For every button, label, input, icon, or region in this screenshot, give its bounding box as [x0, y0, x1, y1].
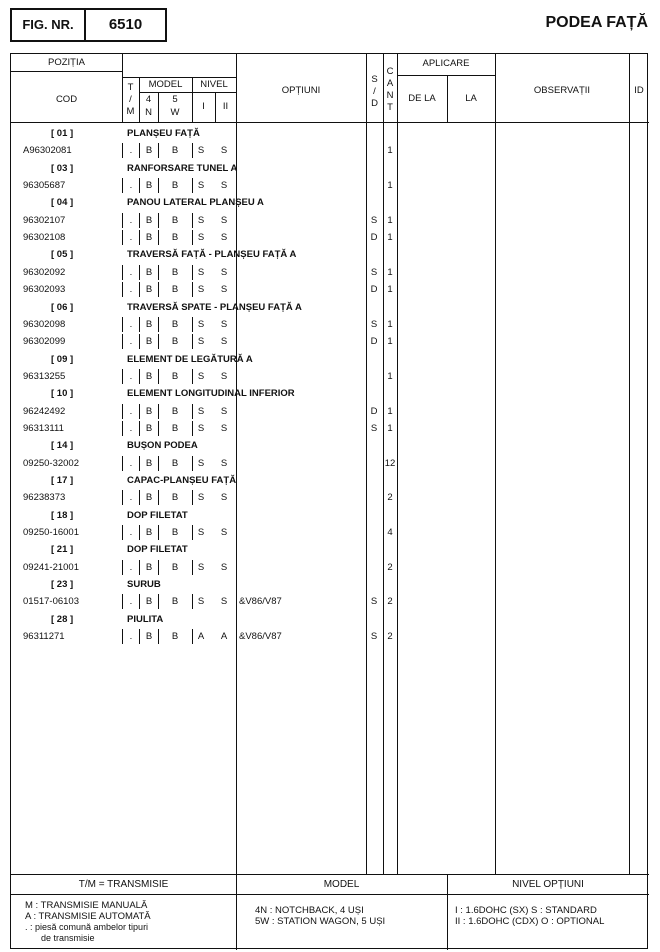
- tm-value: .: [129, 561, 133, 573]
- part-code: 96302098: [23, 318, 66, 330]
- group-row: [11, 472, 649, 489]
- header-cant-a: A: [386, 78, 394, 89]
- nivel-1-value: S: [197, 180, 205, 192]
- part-code: 01517-06103: [23, 596, 79, 608]
- footer-model-line-1: 4N : NOTCHBACK, 4 UȘI: [255, 905, 364, 916]
- table-row: [11, 489, 649, 506]
- cell-divider: [139, 490, 140, 505]
- cell-divider: [158, 334, 159, 349]
- position-number: [ 04 ]: [51, 197, 74, 209]
- header-sd-slash: /: [373, 86, 376, 97]
- footer-model-title: MODEL: [323, 879, 360, 890]
- cell-divider: [139, 525, 140, 540]
- cell-divider: [122, 230, 123, 245]
- nivel-2-value: S: [220, 318, 228, 330]
- cant-value: 2: [387, 596, 393, 608]
- nivel-1-value: S: [197, 492, 205, 504]
- sd-value: D: [370, 284, 378, 296]
- part-code: 96238373: [23, 492, 66, 504]
- tm-value: .: [129, 336, 133, 348]
- model-5w-value: B: [171, 214, 179, 226]
- header-pozitia: POZIȚIA: [48, 57, 85, 68]
- nivel-1-value: A: [197, 631, 205, 643]
- cell-divider: [158, 421, 159, 436]
- part-code: 96302107: [23, 214, 66, 226]
- figure-number: 6510: [108, 16, 143, 33]
- model-4n-value: B: [145, 145, 153, 157]
- nivel-1-value: S: [197, 596, 205, 608]
- header-tm-slash: /: [129, 94, 132, 105]
- cell-divider: [139, 456, 140, 471]
- part-group-title: PIULITA: [127, 613, 164, 625]
- footer-tm-line-2: A : TRANSMISIE AUTOMATĂ: [25, 911, 151, 922]
- footer-nivel-line-1: I : 1.6DOHC (SX) S : STANDARD: [455, 905, 597, 916]
- tm-value: .: [129, 457, 133, 469]
- header-cod: COD: [55, 94, 78, 105]
- part-code: 96311271: [23, 631, 65, 643]
- figure-label: FIG. NR.: [12, 10, 86, 40]
- model-4n-value: B: [145, 336, 153, 348]
- header-de-la: DE LA: [408, 93, 436, 104]
- nivel-1-value: S: [197, 266, 205, 278]
- header-tm-t: T: [127, 82, 134, 93]
- cell-divider: [192, 404, 193, 419]
- nivel-1-value: S: [197, 405, 205, 417]
- tm-value: .: [129, 492, 133, 504]
- nivel-2-value: S: [220, 370, 228, 382]
- nivel-2-value: S: [220, 284, 228, 296]
- nivel-1-value: S: [197, 232, 205, 244]
- nivel-2-value: S: [220, 266, 228, 278]
- cell-divider: [192, 317, 193, 332]
- cant-value: 1: [387, 336, 393, 348]
- part-code: 96302099: [23, 336, 66, 348]
- position-number: [ 05 ]: [51, 249, 74, 261]
- part-group-title: RANFORSARE TUNEL A: [127, 162, 238, 174]
- group-row: [11, 385, 649, 402]
- header-id: ID: [634, 85, 644, 96]
- header-model: MODEL: [148, 79, 183, 90]
- part-code: 09250-16001: [23, 527, 79, 539]
- header-model-4: 4: [145, 94, 152, 105]
- table-row: [11, 333, 649, 350]
- cant-value: 2: [387, 561, 393, 573]
- nivel-1-value: S: [197, 527, 205, 539]
- header-sd-s: S: [371, 74, 378, 85]
- model-5w-value: B: [171, 422, 179, 434]
- cell-divider: [139, 317, 140, 332]
- position-number: [ 17 ]: [51, 475, 74, 486]
- model-4n-value: B: [145, 318, 153, 330]
- cell-divider: [139, 213, 140, 228]
- cell-divider: [158, 143, 159, 158]
- table-row: [11, 142, 649, 159]
- position-number: [ 18 ]: [51, 509, 74, 521]
- cell-divider: [192, 594, 193, 609]
- table-row: [11, 316, 649, 333]
- part-group-title: PANOU LATERAL PLANȘEU A: [127, 197, 264, 209]
- cell-divider: [192, 178, 193, 193]
- model-4n-value: B: [145, 284, 153, 296]
- nivel-2-value: S: [220, 492, 228, 504]
- model-5w-value: B: [171, 145, 179, 157]
- cell-divider: [158, 265, 159, 280]
- cant-value: 1: [387, 145, 393, 157]
- nivel-1-value: S: [197, 457, 205, 469]
- tm-value: .: [129, 232, 133, 244]
- model-4n-value: B: [145, 561, 153, 573]
- cell-divider: [139, 421, 140, 436]
- nivel-1-value: S: [197, 370, 205, 382]
- header-tm-m: M: [126, 106, 135, 117]
- cell-divider: [139, 334, 140, 349]
- model-4n-value: B: [145, 232, 153, 244]
- model-5w-value: B: [171, 266, 179, 278]
- model-4n-value: B: [145, 631, 153, 643]
- model-4n-value: B: [145, 214, 153, 226]
- nivel-1-value: S: [197, 214, 205, 226]
- table-row: [11, 229, 649, 246]
- part-code: 96313111: [23, 422, 64, 434]
- model-5w-value: B: [171, 284, 179, 296]
- position-number: [ 21 ]: [51, 544, 74, 556]
- part-code: 96242492: [23, 405, 66, 417]
- cell-divider: [158, 282, 159, 297]
- cant-value: 2: [387, 631, 393, 643]
- cell-divider: [192, 490, 193, 505]
- part-code: 96302108: [23, 232, 66, 244]
- cell-divider: [122, 213, 123, 228]
- table-row: [11, 628, 649, 645]
- part-code: 09250-32002: [23, 457, 79, 469]
- table-row: [11, 281, 649, 298]
- part-group-title: PLANȘEU FAȚĂ: [127, 128, 200, 139]
- group-row: [11, 611, 649, 628]
- model-5w-value: B: [171, 370, 179, 382]
- cell-divider: [139, 404, 140, 419]
- footer-tm-line-1: M : TRANSMISIE MANUALĂ: [25, 900, 148, 911]
- cell-divider: [158, 594, 159, 609]
- cant-value: 1: [387, 405, 393, 417]
- header-model-5: 5: [172, 94, 178, 105]
- cell-divider: [192, 282, 193, 297]
- tm-value: .: [129, 527, 133, 539]
- cell-divider: [192, 143, 193, 158]
- group-row: [11, 351, 649, 368]
- cell-divider: [158, 230, 159, 245]
- cell-divider: [122, 334, 123, 349]
- header-sd-d: D: [371, 98, 378, 109]
- table-row: [11, 455, 649, 472]
- cell-divider: [139, 265, 140, 280]
- header-observatii: OBSERVAȚII: [533, 85, 591, 96]
- tm-value: .: [129, 405, 133, 417]
- header-optiuni: OPȚIUNI: [281, 85, 321, 96]
- cant-value: 1: [387, 370, 393, 382]
- cell-divider: [158, 560, 159, 575]
- tm-value: .: [129, 631, 133, 643]
- nivel-1-value: S: [197, 284, 205, 296]
- model-5w-value: B: [171, 631, 179, 643]
- cell-divider: [192, 369, 193, 384]
- model-5w-value: B: [171, 318, 179, 330]
- header-model-w: W: [170, 107, 180, 118]
- table-row: [11, 593, 649, 610]
- cell-divider: [122, 490, 123, 505]
- tm-value: .: [129, 266, 133, 278]
- parts-table: [10, 53, 648, 949]
- cell-divider: [192, 230, 193, 245]
- cell-divider: [192, 213, 193, 228]
- cell-divider: [139, 143, 140, 158]
- table-row: [11, 264, 649, 281]
- sd-value: S: [370, 596, 378, 608]
- nivel-2-value: S: [220, 145, 228, 157]
- part-group-title: TRAVERSĂ FAȚĂ - PLANȘEU FAȚĂ A: [127, 249, 297, 261]
- table-row: [11, 420, 649, 437]
- part-code: 96302092: [23, 266, 66, 278]
- group-row: [11, 541, 649, 558]
- figure-number-box: [10, 8, 167, 42]
- position-number: [ 09 ]: [51, 353, 74, 365]
- nivel-2-value: S: [220, 596, 228, 608]
- footer-tm-title: T/M = TRANSMISIE: [78, 879, 169, 890]
- table-row: [11, 177, 649, 194]
- cant-value: 12: [384, 457, 396, 469]
- model-5w-value: B: [171, 561, 179, 573]
- cant-value: 1: [387, 422, 393, 434]
- model-5w-value: B: [171, 405, 179, 417]
- sd-value: D: [370, 232, 378, 244]
- table-row: [11, 559, 649, 576]
- cell-divider: [122, 456, 123, 471]
- optiuni-value: &V86/V87: [239, 631, 282, 643]
- header-nivel-2: II: [222, 101, 229, 112]
- position-number: [ 03 ]: [51, 162, 74, 174]
- position-number: [ 06 ]: [51, 301, 74, 313]
- group-row: [11, 125, 649, 142]
- cell-divider: [122, 404, 123, 419]
- page-title: PODEA FAȚĂ: [545, 14, 648, 31]
- cell-divider: [158, 213, 159, 228]
- cell-divider: [192, 525, 193, 540]
- part-group-title: BUȘON PODEA: [127, 440, 198, 452]
- tm-value: .: [129, 284, 133, 296]
- footer-nivel-title: NIVEL OPȚIUNI: [512, 879, 584, 890]
- header-model-n: N: [145, 107, 152, 118]
- model-5w-value: B: [171, 232, 179, 244]
- model-4n-value: B: [145, 180, 153, 192]
- cell-divider: [158, 178, 159, 193]
- header-nivel-1: I: [202, 101, 205, 112]
- cell-divider: [122, 369, 123, 384]
- group-row: [11, 437, 649, 454]
- cell-divider: [158, 404, 159, 419]
- cell-divider: [139, 230, 140, 245]
- tm-value: .: [129, 370, 133, 382]
- tm-value: .: [129, 214, 133, 226]
- nivel-2-value: S: [220, 457, 228, 469]
- model-5w-value: B: [171, 527, 179, 539]
- group-row: [11, 576, 649, 593]
- nivel-1-value: S: [197, 145, 205, 157]
- group-row: [11, 299, 649, 316]
- nivel-2-value: S: [220, 214, 228, 226]
- cell-divider: [122, 317, 123, 332]
- nivel-2-value: S: [220, 232, 228, 244]
- cell-divider: [139, 594, 140, 609]
- model-5w-value: B: [171, 596, 179, 608]
- tm-value: .: [129, 422, 133, 434]
- part-group-title: TRAVERSĂ SPATE - PLANȘEU FAȚĂ A: [127, 301, 302, 313]
- cell-divider: [122, 178, 123, 193]
- cell-divider: [122, 629, 123, 644]
- tm-value: .: [129, 145, 133, 157]
- model-5w-value: B: [171, 180, 179, 192]
- model-4n-value: B: [145, 266, 153, 278]
- model-4n-value: B: [145, 527, 153, 539]
- cant-value: 1: [387, 284, 393, 296]
- nivel-1-value: S: [197, 318, 205, 330]
- header-la: LA: [465, 93, 477, 104]
- cell-divider: [122, 282, 123, 297]
- part-code: A96302081: [23, 145, 72, 157]
- nivel-1-value: S: [197, 561, 205, 573]
- nivel-2-value: S: [220, 405, 228, 417]
- tm-value: .: [129, 318, 133, 330]
- nivel-2-value: S: [220, 336, 228, 348]
- cell-divider: [192, 629, 193, 644]
- position-number: [ 28 ]: [51, 613, 74, 625]
- footer-tm-line-4: de transmisie: [41, 933, 95, 943]
- model-5w-value: B: [171, 457, 179, 469]
- sd-value: D: [370, 405, 378, 417]
- part-group-title: ELEMENT DE LEGĂTURĂ A: [127, 353, 253, 365]
- header-cant-n: N: [386, 90, 394, 101]
- nivel-2-value: S: [220, 180, 228, 192]
- footer-tm-line-3: . : piesă comună ambelor tipuri: [25, 922, 149, 932]
- position-number: [ 23 ]: [51, 579, 74, 591]
- nivel-2-value: S: [220, 561, 228, 573]
- part-group-title: ELEMENT LONGITUDINAL INFERIOR: [127, 388, 295, 400]
- group-row: [11, 246, 649, 263]
- part-code: 96305687: [23, 180, 66, 192]
- cell-divider: [158, 456, 159, 471]
- cell-divider: [139, 629, 140, 644]
- group-row: [11, 160, 649, 177]
- part-group-title: SURUB: [127, 579, 161, 591]
- nivel-2-value: S: [220, 422, 228, 434]
- cant-value: 1: [387, 214, 393, 226]
- group-row: [11, 194, 649, 211]
- cell-divider: [158, 490, 159, 505]
- sd-value: S: [370, 214, 378, 226]
- cell-divider: [122, 525, 123, 540]
- part-group-title: CAPAC-PLANȘEU FAȚĂ: [127, 475, 237, 486]
- table-row: [11, 524, 649, 541]
- cant-value: 1: [387, 232, 393, 244]
- model-4n-value: B: [145, 492, 153, 504]
- part-group-title: DOP FILETAT: [127, 544, 188, 556]
- position-number: [ 01 ]: [51, 128, 74, 139]
- model-4n-value: B: [145, 405, 153, 417]
- part-code: 96313255: [23, 370, 66, 382]
- cell-divider: [122, 421, 123, 436]
- group-row: [11, 507, 649, 524]
- header-cant-t: T: [387, 102, 393, 113]
- sd-value: S: [370, 266, 378, 278]
- cant-value: 1: [387, 266, 393, 278]
- cell-divider: [192, 560, 193, 575]
- cell-divider: [139, 369, 140, 384]
- position-number: [ 14 ]: [51, 440, 74, 452]
- cell-divider: [122, 265, 123, 280]
- table-row: [11, 368, 649, 385]
- part-code: 96302093: [23, 284, 66, 296]
- footer-nivel-line-2: II : 1.6DOHC (CDX) O : OPTIONAL: [455, 916, 605, 927]
- sd-value: S: [370, 318, 378, 330]
- cell-divider: [192, 456, 193, 471]
- cant-value: 4: [387, 527, 393, 539]
- sd-value: D: [370, 336, 378, 348]
- model-4n-value: B: [145, 370, 153, 382]
- nivel-1-value: S: [197, 336, 205, 348]
- cell-divider: [192, 421, 193, 436]
- part-group-title: DOP FILETAT: [127, 509, 188, 521]
- part-code: 09241-21001: [23, 561, 79, 573]
- cell-divider: [139, 282, 140, 297]
- cant-value: 2: [387, 492, 393, 504]
- tm-value: .: [129, 596, 133, 608]
- sd-value: S: [370, 631, 378, 643]
- cell-divider: [139, 560, 140, 575]
- cell-divider: [158, 369, 159, 384]
- nivel-1-value: S: [197, 422, 205, 434]
- cell-divider: [122, 594, 123, 609]
- nivel-2-value: S: [220, 527, 228, 539]
- cell-divider: [122, 143, 123, 158]
- optiuni-value: &V86/V87: [239, 596, 282, 608]
- cell-divider: [192, 265, 193, 280]
- header-aplicare: APLICARE: [422, 58, 470, 69]
- model-5w-value: B: [171, 492, 179, 504]
- table-row: [11, 403, 649, 420]
- cell-divider: [158, 525, 159, 540]
- cell-divider: [158, 629, 159, 644]
- footer-model-line-2: 5W : STATION WAGON, 5 UȘI: [255, 916, 386, 927]
- cell-divider: [122, 560, 123, 575]
- cant-value: 1: [387, 318, 393, 330]
- table-row: [11, 212, 649, 229]
- model-4n-value: B: [145, 422, 153, 434]
- cell-divider: [158, 317, 159, 332]
- nivel-2-value: A: [220, 631, 228, 643]
- model-5w-value: B: [171, 336, 179, 348]
- cell-divider: [192, 334, 193, 349]
- header-cant-c: C: [386, 66, 394, 77]
- sd-value: S: [370, 422, 378, 434]
- cant-value: 1: [387, 180, 393, 192]
- position-number: [ 10 ]: [51, 388, 74, 400]
- tm-value: .: [129, 180, 133, 192]
- model-4n-value: B: [145, 596, 153, 608]
- model-4n-value: B: [145, 457, 153, 469]
- header-nivel: NIVEL: [200, 79, 228, 90]
- cell-divider: [139, 178, 140, 193]
